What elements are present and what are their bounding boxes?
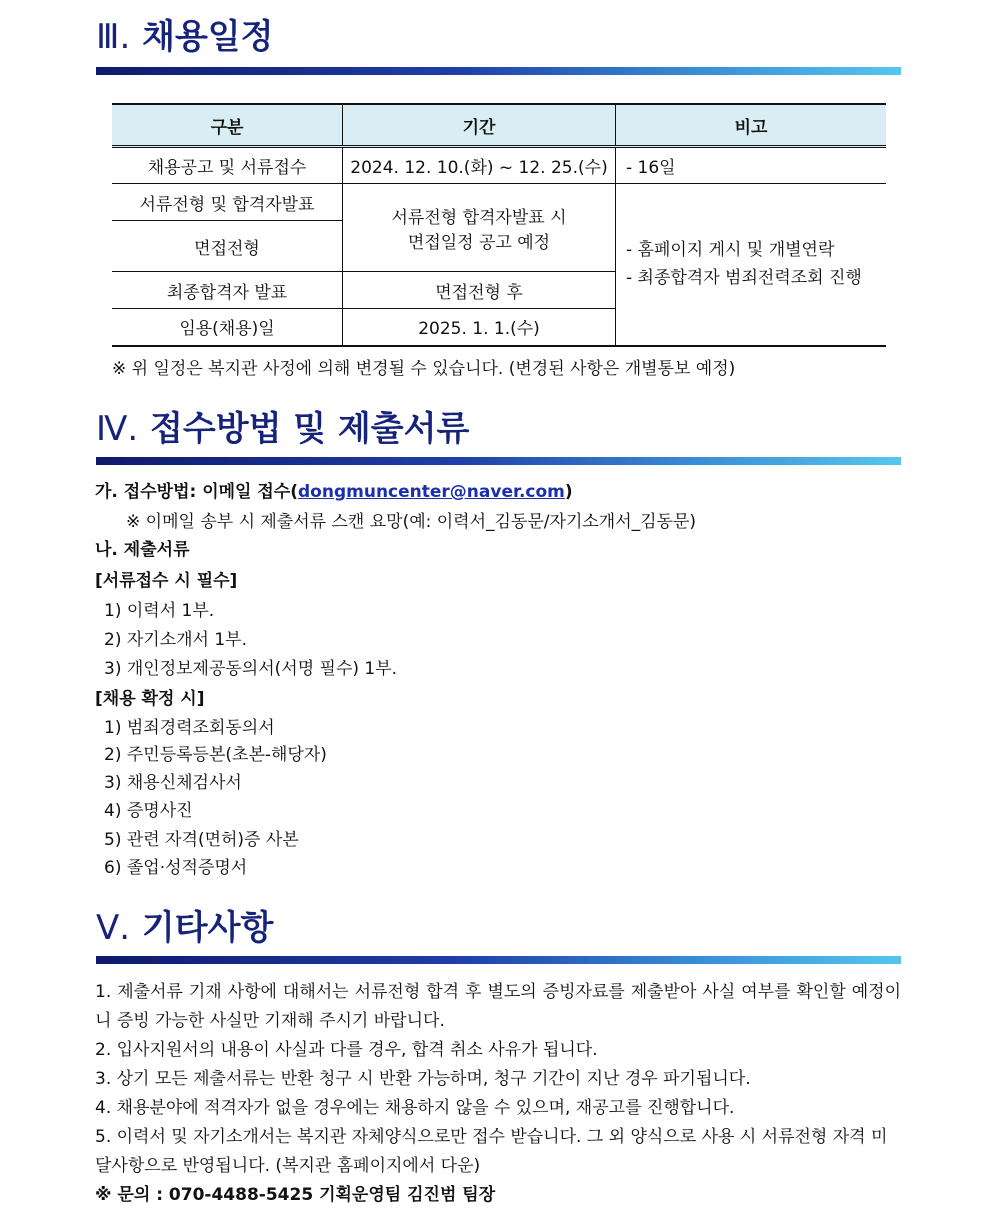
required-label: [서류접수 시 필수]: [95, 571, 238, 591]
list-item: 2) 주민등록등본(초본-해당자): [104, 745, 327, 765]
section-4-title: [96, 409, 470, 449]
table-cell: 2024. 12. 10.(화) ~ 12. 25.(수): [343, 147, 616, 184]
list-item: 5) 관련 자격(면허)증 사본: [104, 830, 299, 850]
submission-method-close: ): [564, 482, 573, 502]
table-row: [112, 147, 886, 184]
hire-label: [채용 확정 시]: [95, 689, 205, 709]
schedule-header-row: [112, 104, 886, 147]
table-cell: 서류전형 및 합격자발표: [112, 184, 343, 221]
table-cell: [343, 184, 616, 272]
table-cell: 면접전형 후: [343, 272, 616, 309]
list-item: 1. 제출서류 기재 사항에 대해서는 서류전형 합격 후 별도의 증빙자료를 제출받아 사실 여부를 확인할 예정이니 증빙 가능한 사실만 기재해 주시기 바랍니다.: [95, 982, 901, 1031]
table-cell: [616, 184, 887, 346]
list-item: 3. 상기 모든 제출서류는 반환 청구 시 반환 가능하며, 청구 기간이 지난 경우 파기됩니다.: [95, 1069, 751, 1089]
section-3-title-text: 채용일정: [142, 17, 274, 57]
section-5-title: [96, 908, 274, 948]
submission-method: [95, 482, 573, 502]
schedule-table: [112, 103, 886, 347]
table-cell: - 16일: [616, 147, 887, 184]
section-4-divider: [96, 457, 901, 465]
list-item: 4. 채용분야에 적격자가 없을 경우에는 채용하지 않을 수 있으며, 재공고를 진행합니다.: [95, 1098, 735, 1118]
section-5-numeral: Ⅴ.: [96, 908, 131, 948]
table-header: 기간: [343, 104, 616, 147]
table-cell: 2025. 1. 1.(수): [343, 309, 616, 346]
notes-list: [95, 978, 901, 1210]
section-5-title-text: 기타사항: [141, 908, 274, 948]
table-header: 구분: [112, 104, 343, 147]
contact-line: ※ 문의 : 070-4488-5425 기획운영팀 김진범 팀장: [95, 1185, 496, 1205]
list-item: 2. 입사지원서의 내용이 사실과 다를 경우, 합격 취소 사유가 됩니다.: [95, 1040, 598, 1060]
list-item: 3) 개인정보제공동의서(서명 필수) 1부.: [104, 659, 398, 679]
section-3-title: [96, 17, 274, 57]
table-cell-line: - 최종합격자 범죄전력조회 진행: [626, 268, 862, 289]
table-cell-line: 서류전형 합격자발표 시: [391, 207, 567, 228]
list-item: 6) 졸업·성적증명서: [104, 858, 248, 878]
list-item: 5. 이력서 및 자기소개서는 복지관 자체양식으로만 접수 받습니다. 그 외 양식으로 사용 시 서류전형 자격 미달사항으로 반영됩니다. (복지관 홈페이지에서 다운): [95, 1127, 888, 1176]
table-header: 비고: [616, 104, 887, 147]
list-item: 1) 이력서 1부.: [104, 601, 215, 621]
section-3-divider: [96, 67, 901, 75]
list-item: 4) 증명사진: [104, 801, 193, 821]
list-item: 2) 자기소개서 1부.: [104, 630, 248, 650]
table-cell: 면접전형: [112, 221, 343, 272]
section-4-numeral: Ⅳ.: [96, 409, 139, 449]
documents-label: 나. 제출서류: [95, 540, 190, 560]
table-cell-line: - 홈페이지 게시 및 개별연락: [626, 240, 835, 261]
submission-note: ※ 이메일 송부 시 제출서류 스캔 요망(예: 이력서_김동문/자기소개서_김동문): [126, 512, 697, 532]
table-cell: 최종합격자 발표: [112, 272, 343, 309]
list-item: 1) 범죄경력조회동의서: [104, 718, 275, 738]
section-3-numeral: Ⅲ.: [96, 17, 131, 57]
table-cell: 채용공고 및 서류접수: [112, 147, 343, 184]
section-5-divider: [96, 956, 901, 964]
table-cell-line: 면접일정 공고 예정: [407, 232, 551, 253]
schedule-note: ※ 위 일정은 복지관 사정에 의해 변경될 수 있습니다. (변경된 사항은 개별통보 예정): [112, 359, 736, 379]
section-4-title-text: 접수방법 및 제출서류: [150, 409, 470, 449]
email-link[interactable]: dongmuncenter@naver.com: [298, 482, 565, 502]
table-row: [112, 184, 886, 221]
table-cell: 임용(채용)일: [112, 309, 343, 346]
list-item: 3) 채용신체검사서: [104, 773, 242, 793]
submission-method-label: 가. 접수방법: 이메일 접수(: [95, 482, 299, 502]
